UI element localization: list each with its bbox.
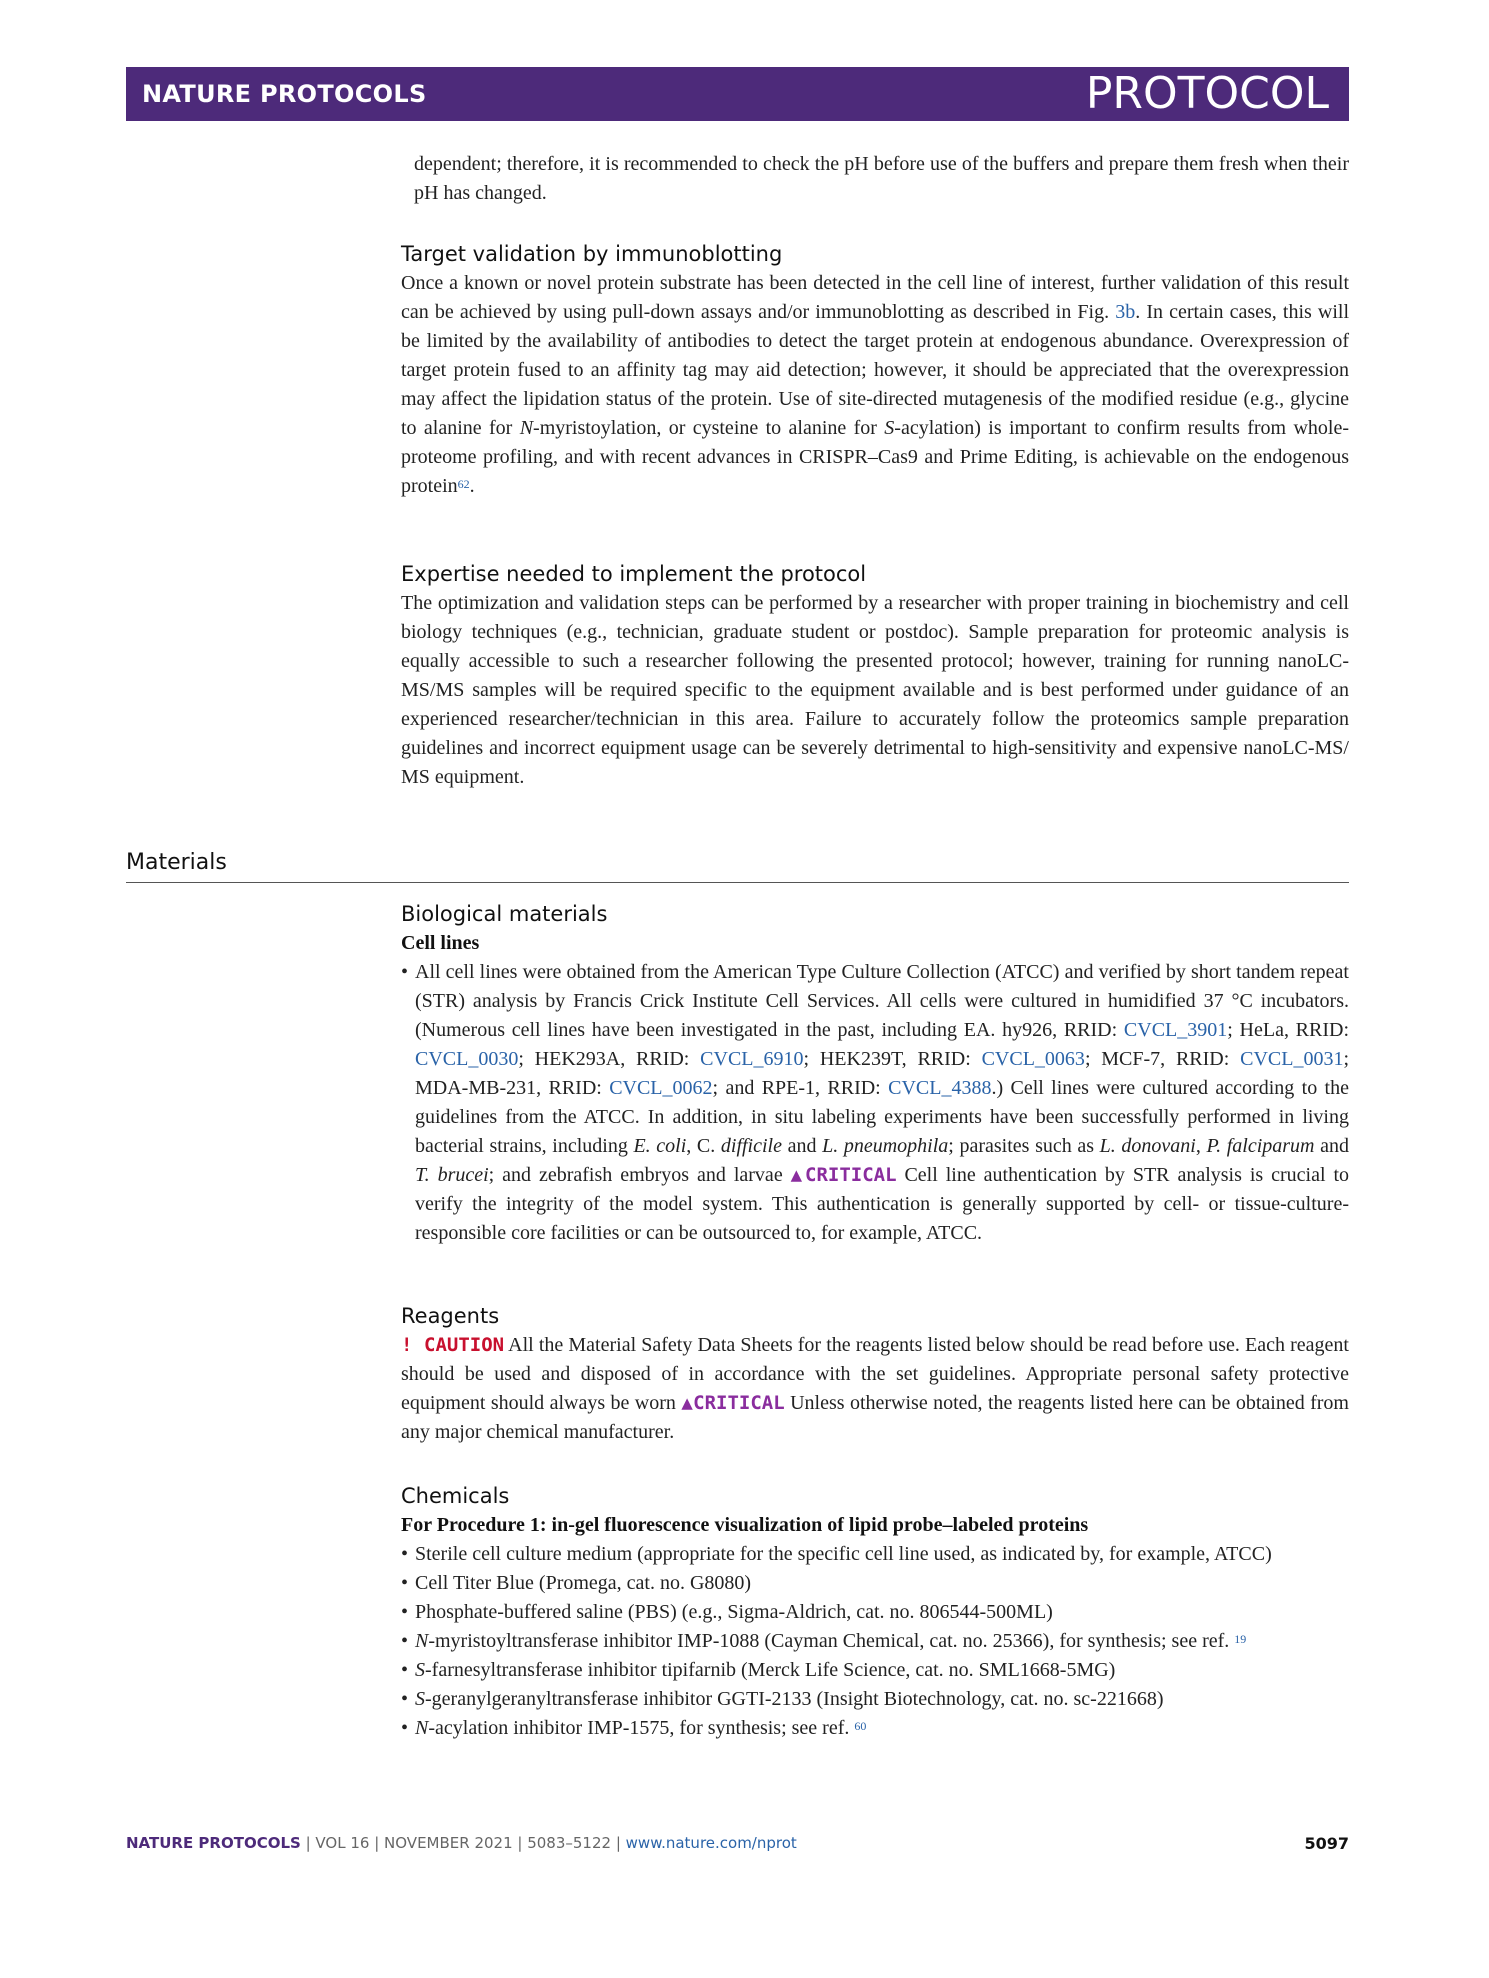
reagents-heading: Reagents [401, 1304, 500, 1328]
footer-journal: NATURE PROTOCOLS [126, 1834, 301, 1852]
list-item: • S-farnesyltransferase inhibitor tipifarnib (Merck Life Science, cat. no. SML1668-5MG) [401, 1656, 1349, 1685]
procedure1-heading: For Procedure 1: in-gel fluorescence visualization of lipid probe–labeled proteins [401, 1514, 1089, 1536]
expertise-section [401, 560, 1349, 792]
rrid-link[interactable]: CVCL_0031 [1240, 1048, 1344, 1070]
article-type: PROTOCOL [1085, 68, 1329, 119]
chemicals-list [401, 1540, 1349, 1743]
journal-name: NATURE PROTOCOLS [142, 80, 427, 108]
rrid-link[interactable]: CVCL_0062 [609, 1077, 713, 1099]
target-validation-paragraph: Once a known or novel protein substrate has been detected in the cell line of interest, further validation of this result can be achieved by using pull-down assays and/or immunoblotting as described in Fig. 3b. In certain cases, this will be limited by the availability of antibodies to detect the target protein at endogenous abundance. Overexpression of target protein fused to an affinity tag may aid detection; however, it should be appreciated that the overexpression may affect the lipidation status of the protein. Use of site-directed mutagenesis of the modified residue (e.g., glycine to alanine for N-myristoylation, or cysteine to alanine for S-acylation) is important to confirm results from whole-proteome profiling, and with recent advances in CRISPR–Cas9 and Prime Editing, is achievable on the endogenous protein$^{62}$. [401, 272, 1350, 497]
list-item: • Cell Titer Blue (Promega, cat. no. G8080) [401, 1569, 1349, 1598]
cell-lines-list [401, 958, 1349, 1248]
critical-badge: ▲CRITICAL [681, 1392, 785, 1414]
list-item: • N-myristoyltransferase inhibitor IMP-1088 (Cayman Chemical, cat. no. 25366), for synthesis; see ref. $^{19}$ [401, 1627, 1349, 1656]
reagents-section [401, 1302, 1349, 1447]
rrid-link[interactable]: CVCL_6910 [700, 1048, 804, 1070]
reagents-paragraph: ! CAUTION All the Material Safety Data Sheets for the reagents listed below should be read before use. Each reagent should be used and disposed of in accordance with the set guidelines. Appropriate personal safety protective equipment should always be worn ▲CRITICAL Unless otherwise noted, the reagents listed here can be obtained from any major chemical manufacturer. [401, 1334, 1349, 1443]
journal-header-bar [126, 67, 1349, 121]
materials-section-label: Materials [126, 850, 227, 875]
section-divider [126, 882, 1349, 883]
citation-link[interactable]: 62 [457, 477, 470, 491]
footer-url-link[interactable]: www.nature.com/nprot [625, 1834, 797, 1852]
chemicals-heading: Chemicals [401, 1484, 510, 1508]
expertise-paragraph: The optimization and validation steps can be performed by a researcher with proper training in biochemistry and cell biology techniques (e.g., technician, graduate student or postdoc). Sample preparation for proteomic analysis is equally accessible to such a researcher following the presented protocol; however, training for running nanoLC-MS/MS samples will be required specific to the equipment available and is best performed under guidance of an experienced researcher/technician in this area. Failure to accurately follow the proteomics sample preparation guidelines and incorrect equipment usage can be severely detrimental to high-sensitivity and expensive nanoLC-MS/ MS equipment. [401, 592, 1349, 788]
list-item: • N-acylation inhibitor IMP-1575, for synthesis; see ref. $^{60}$ [401, 1714, 1349, 1743]
figure-link[interactable]: 3b [1115, 301, 1136, 323]
target-validation-section [401, 240, 1349, 501]
citation-link[interactable]: 19 [1234, 1632, 1247, 1646]
list-item: • S-geranylgeranyltransferase inhibitor GGTI-2133 (Insight Biotechnology, cat. no. sc-221668) [401, 1685, 1349, 1714]
list-item: • Sterile cell culture medium (appropriate for the specific cell line used, as indicated by, for example, ATCC) [401, 1540, 1349, 1569]
rrid-link[interactable]: CVCL_0063 [981, 1048, 1085, 1070]
rrid-link[interactable]: CVCL_0030 [415, 1048, 519, 1070]
citation-link[interactable]: 60 [854, 1719, 867, 1733]
list-item: • All cell lines were obtained from the American Type Culture Collection (ATCC) and verified by short tandem repeat (STR) analysis by Francis Crick Institute Cell Services. All cells were cultured in humidified 37 °C incubators. (Numerous cell lines have been investigated in the past, including EA. hy926, RRID: CVCL_3901; HeLa, RRID: CVCL_0030; HEK293A, RRID: CVCL_6910; HEK239T, RRID: CVCL_0063; MCF-7, RRID: CVCL_0031; MDA-MB-231, RRID: CVCL_0062; and RPE-1, RRID: CVCL_4388.) Cell lines were cultured according to the guidelines from the ATCC. In addition, in situ labeling experiments have been successfully performed in living bacterial strains, including E. coli, C. difficile and L. pneumophila; parasites such as L. donovani, P. falciparum and T. brucei; and zebrafish embryos and larvae ▲CRITICAL Cell line authentication by STR analysis is crucial to verify the integrity of the model system. This authentication is generally supported by cell- or tissue-culture-responsible core facilities or can be outsourced to, for example, ATCC. [401, 958, 1349, 1248]
rrid-link[interactable]: CVCL_4388 [888, 1077, 992, 1099]
page-footer [126, 1834, 1349, 1852]
biological-materials-heading: Biological materials [401, 902, 608, 926]
footer-citation: | VOL 16 | NOVEMBER 2021 | 5083–5122 | [300, 1834, 626, 1852]
caution-badge: ! CAUTION [401, 1334, 505, 1356]
expertise-heading: Expertise needed to implement the protocol [401, 562, 867, 586]
critical-badge: ▲CRITICAL [790, 1164, 897, 1186]
intro-paragraph: dependent; therefore, it is recommended to check the pH before use of the buffers and prepare them fresh when their pH has changed. [414, 153, 1349, 204]
biological-materials-section [401, 900, 1349, 1248]
list-item: • Phosphate-buffered saline (PBS) (e.g., Sigma-Aldrich, cat. no. 806544-500ML) [401, 1598, 1349, 1627]
rrid-link[interactable]: CVCL_3901 [1123, 1019, 1228, 1041]
page-number: 5097 [1304, 1834, 1349, 1853]
cell-lines-heading: Cell lines [401, 932, 480, 954]
chemicals-section [401, 1482, 1349, 1743]
intro-continuation [401, 150, 1349, 208]
target-validation-heading: Target validation by immunoblotting [401, 242, 783, 266]
